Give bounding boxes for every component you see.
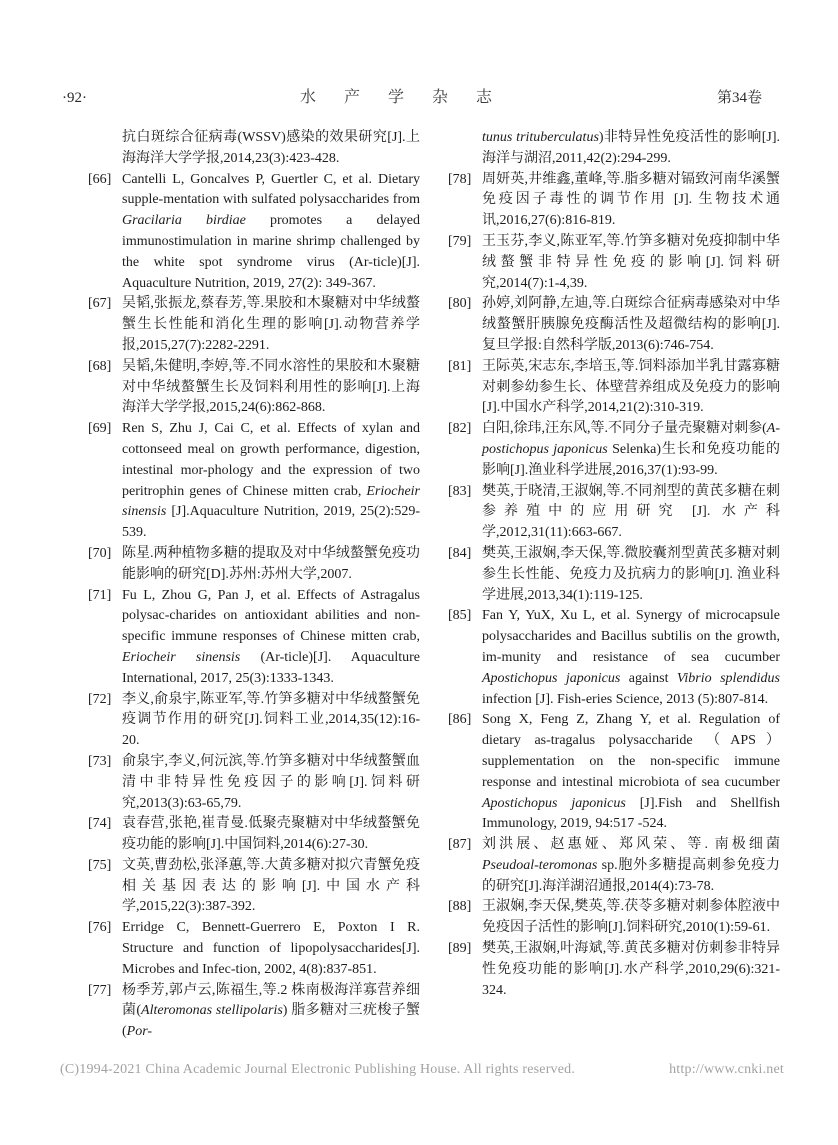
reference-number: [69] [88,421,112,437]
reference-continuation [448,128,780,170]
page-number: ·92· [62,90,87,106]
reference-text: 樊英,于晓清,王淑娴,等.不同剂型的黄芪多糖在刺参养殖中的应用研究 [J]. 水产科学,2012,31(11):663-667. [482,483,780,541]
reference-text: Song X, Feng Z, Zhang Y, et al. Regulation of dietary as-tragalus polysaccharide （APS） supplementation on the non-specific immune response and intestinal microbiota of sea cucumber Apostichopus japonicus [J].Fish and Shellfish Immunology, 2019, 94:517 -524. [482,712,780,832]
reference-number: [75] [88,857,112,873]
reference-item [88,918,420,980]
reference-text: 刘洪展、赵惠娅、郑风荣、等. 南极细菌 Pseudoal-teromonas sp.胞外多糖提高刺参免疫力的研究[J].海洋湖沼通报,2014(4):73-78. [482,837,780,894]
copyright-text: (C)1994-2021 China Academic Journal Electronic Publishing House. All rights reserved. [60,1062,576,1077]
reference-number: [81] [448,358,472,374]
reference-item [448,544,780,606]
reference-text: 抗白斑综合征病毒(WSSV)感染的效果研究[J].上海海洋大学学报,2014,23(3):423-428. [122,130,420,166]
reference-number [88,128,122,170]
reference-number: [82] [448,421,472,437]
reference-number: [78] [448,171,472,187]
reference-item [88,690,420,752]
reference-item [448,482,780,544]
species-name-italic: Eriocheir sinensis [122,483,420,520]
reference-text: 王玉芬,李义,陈亚军,等.竹笋多糖对免疫抑制中华绒螯蟹非特异性免疫的影响[J].饲料研究,2014(7):1-4,39. [482,233,780,291]
reference-item [88,357,420,419]
reference-text: 袁春营,张艳,崔青曼.低聚壳聚糖对中华绒螯蟹免疫功能的影响[J].中国饲料,2014(6):27-30. [122,816,420,853]
reference-text: Fu L, Zhou G, Pan J, et al. Effects of Astragalus polysac-charides on antioxidant abilities and non-specific immune responses of Chinese mitten crab, Eriocheir sinensis (Ar-ticle)[J]. Aquaculture International, 2017, 25(3):1333-1343. [122,587,420,686]
references-column-right [448,128,780,1043]
reference-number: [70] [88,545,112,561]
reference-text: 李义,俞泉宇,陈亚军,等.竹笋多糖对中华绒螯蟹免疫调节作用的研究[J].饲料工业,2014,35(12):16-20. [122,691,420,749]
journal-title: 水 产 学 杂 志 [299,89,504,106]
reference-number: [72] [88,691,112,707]
reference-item [448,939,780,1001]
species-name-italic: A-postichopus japonicus [482,421,780,457]
reference-number: [76] [88,920,112,936]
reference-number: [73] [88,753,112,769]
reference-number [448,128,482,170]
reference-text: 孙婷,刘阿静,左迪,等.白斑综合征病毒感染对中华绒螯蟹肝胰腺免疫酶活性及超微结构的影响[J].复旦学报:自然科学版,2013(6):746-754. [482,296,780,353]
reference-item [88,419,420,544]
reference-number: [80] [448,296,472,312]
reference-text: 樊英,王淑娴,李天保,等.微胶囊剂型黄芪多糖对刺参生长性能、免疫力及抗病力的影响[J]. 渔业科学进展,2013,34(1):119-125. [482,545,780,603]
reference-text: 陈星.两种植物多糖的提取及对中华绒螯蟹免疫功能影响的研究[D].苏州:苏州大学,2007. [122,545,420,582]
reference-item [448,294,780,356]
reference-number: [66] [88,171,112,187]
species-name-italic: Alteromonas stellipolaris [141,1003,283,1019]
reference-item [88,856,420,918]
reference-number: [77] [88,982,112,998]
reference-item [448,835,780,897]
reference-number: [71] [88,587,112,603]
reference-text: 王淑娴,李天保,樊英,等.茯苓多糖对刺参体腔液中免疫因子活性的影响[J].饲料研究,2010(1):59-61. [482,899,780,936]
reference-text: 吴韬,朱健明,李婷,等.不同水溶性的果胶和木聚糖对中华绒螯蟹生长及饲料利用性的影响[J].上海海洋大学学报,2015,24(6):862-868. [122,358,420,416]
reference-text: 王际英,宋志东,李培玉,等.饲料添加半乳甘露寡糖对刺参幼参生长、体壁营养组成及免疫力的影响[J].中国水产科学,2014,21(2):310-319. [482,358,780,416]
reference-text: 吴韬,张振龙,蔡春芳,等.果胶和木聚糖对中华绒螯蟹生长性能和消化生理的影响[J].动物营养学报,2015,27(7):2282-2291. [122,296,420,353]
cnki-url: http://www.cnki.net [669,1062,784,1077]
reference-text: 周妍英,井维鑫,董峰,等.脂多糖对镉致河南华溪蟹免疫因子毒性的调节作用 [J]. 生物技术通讯,2016,27(6):816-819. [482,171,780,229]
reference-text: tunus trituberculatus)非特异性免疫活性的影响[J].海洋与湖沼,2011,42(2):294-299. [482,130,780,166]
reference-item [448,710,780,835]
reference-number: [87] [448,837,472,853]
reference-item [88,544,420,586]
reference-item [88,294,420,356]
species-name-italic: Eriocheir sinensis [122,649,241,665]
reference-number: [68] [88,358,112,374]
reference-text: 杨季芳,郭卢云,陈福生,等.2 株南极海洋寡营养细菌(Alteromonas stellipolaris) 脂多糖对三疣梭子蟹(Por- [122,982,421,1040]
species-name-italic: Apostichopus japonicus [482,795,626,811]
reference-item [88,752,420,814]
reference-item [448,232,780,294]
species-name-italic: Vibrio splendidus [676,670,780,686]
references-column-left [88,128,420,1043]
reference-text: Fan Y, YuX, Xu L, et al. Synergy of microcapsule polysaccharides and Bacillus subtilis on the growth, im-munity and resistance of sea cucumber Apostichopus japonicus against Vibrio splendidus infection [J]. Fish-eries Science, 2013 (5):807-814. [482,608,780,707]
reference-text: 白阳,徐玮,汪东风,等.不同分子量壳聚糖对刺参(A-postichopus japonicus Selenka)生长和免疫功能的影响[J].渔业科学进展,2016,37(1):93-99. [482,421,780,478]
reference-number: [67] [88,296,112,312]
reference-text: 文英,曹劲松,张泽蕙,等.大黄多糖对拟穴青蟹免疫相关基因表达的影响[J].中国水产科学,2015,22(3):387-392. [122,857,420,915]
reference-text: Ren S, Zhu J, Cai C, et al. Effects of xylan and cottonseed meal on growth performance, digestion, intestinal mor-phology and the expression of two peritrophin genes of Chinese mitten crab, Eriocheir sinensis [J].Aquaculture Nutrition, 2019, 25(2):529-539. [122,421,420,541]
reference-number: [83] [448,483,472,499]
reference-text: Erridge C, Bennett-Guerrero E, Poxton I R. Structure and function of lipopolysaccharides[J]. Microbes and Infec-tion, 2002, 4(8):837-851. [122,920,420,977]
reference-item [88,981,420,1043]
reference-number: [89] [448,941,472,957]
reference-text: Cantelli L, Goncalves P, Guertler C, et al. Dietary supple-mentation with sulfated polysaccharides from Gracilaria birdiae promotes a delayed immunostimulation in marine shrimp challenged by the white spot syndrome virus (Ar-ticle)[J]. Aquaculture Nutrition, 2019, 27(2): 349-367. [122,171,421,291]
species-name-italic: Gracilaria birdiae [122,213,246,229]
reference-item [448,170,780,232]
species-name-italic: Pseudoal-teromonas [482,857,598,873]
reference-continuation [88,128,420,170]
reference-item [88,814,420,856]
reference-number: [85] [448,608,472,624]
reference-item [448,419,780,481]
reference-number: [79] [448,233,472,249]
reference-item [448,606,780,710]
reference-text: 俞泉宇,李义,何沅滨,等.竹笋多糖对中华绒螯蟹血清中非特异性免疫因子的影响[J].饲料研究,2013(3):63-65,79. [122,753,420,811]
reference-number: [74] [88,816,112,832]
reference-columns [88,128,780,1043]
reference-text: 樊英,王淑娴,叶海斌,等.黄芪多糖对仿刺参非特异性免疫功能的影响[J].水产科学,2010,29(6):321-324. [482,941,780,998]
reference-item [88,170,420,295]
reference-item [448,357,780,419]
reference-item [448,897,780,939]
reference-number: [84] [448,545,472,561]
volume-label: 第34卷 [716,90,762,106]
page-header [62,84,762,107]
reference-item [88,586,420,690]
reference-number: [88] [448,899,472,915]
species-name-italic: Por- [126,1024,153,1040]
species-name-italic: Apostichopus japonicus [482,670,621,686]
page-footer [60,1062,784,1078]
species-name-italic: tunus trituberculatus [482,130,599,145]
reference-number: [86] [448,712,472,728]
